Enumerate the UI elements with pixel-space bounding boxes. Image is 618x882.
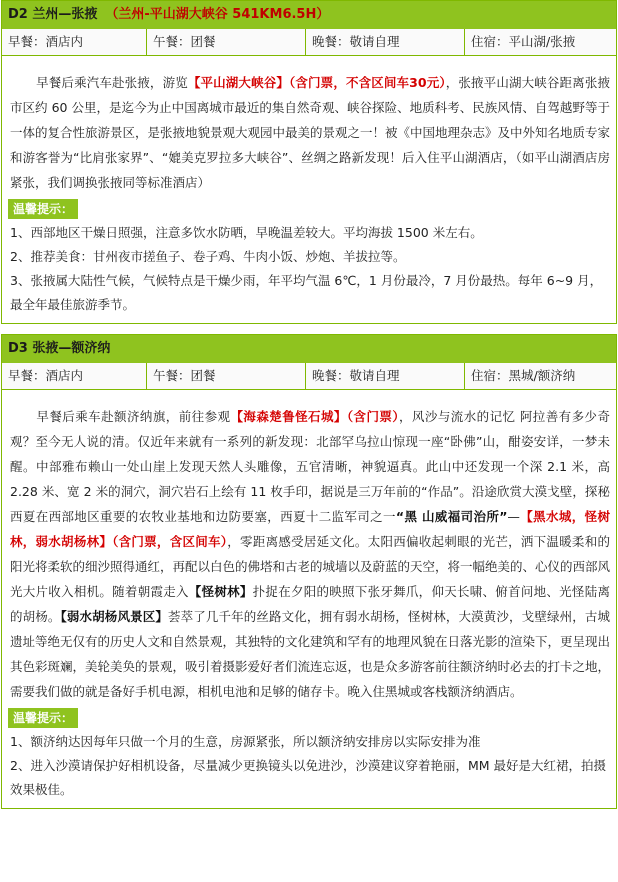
description-text: 早餐后乘车赴额济纳旗，前往参观 (36, 409, 231, 424)
day2-meals-row (2, 29, 616, 56)
day3-header (2, 335, 616, 363)
highlight-text: （含门票） (346, 409, 400, 424)
day2-tip-2: 2、推荐美食：甘州夜市搓鱼子、卷子鸡、牛肉小饭、炒炮、羊拔拉等。 (10, 249, 406, 264)
day2-tip-1: 1、西部地区干燥日照强，注意多饮水防晒，早晚温差较大。平均海拔 1500 米左右。 (10, 225, 483, 240)
day3-lunch: 午餐：团餐 (147, 363, 306, 389)
bold-text: 【弱水胡杨风景区】 (60, 609, 168, 624)
description-text: ，张掖平山湖大峡谷距离张掖市区约 60 公里，是迄今为止中国离城市最近的集自然奇观、峡谷探险、地质科考、民族风情、自驾越野等于一体的复合性旅游景区，是张掖地貌景观大观园中最美的景观之一！被《中国地理杂志》及中外知名地质专家和游客誉为“比肩张家界”、“媲美克罗拉多大峡谷”、丝绸之路新发现！后入住平山湖酒店，（如平山湖酒店房紧张，我们调换张掖同等标准酒店） (10, 75, 611, 190)
day2-section (1, 0, 617, 324)
day2-tips (2, 219, 616, 323)
highlight-text: （含门票，不含区间车30元） (289, 75, 446, 90)
day2-tip-3: 3、张掖属大陆性气候，气候特点是干燥少雨，年平均气温 6℃，1 月份最冷，7 月份最热。每年 6~9 月，最全年最佳旅游季节。 (10, 273, 603, 312)
day2-lunch: 午餐：团餐 (147, 29, 306, 55)
day3-title: D3 张掖—额济纳 (8, 341, 111, 356)
description-text: — (507, 509, 520, 524)
description-text: 扑捉在夕阳的映照下张牙舞爪，仰天长啸、俯首问地、光怪陆离的胡杨。 (10, 584, 610, 624)
day2-tips-label: 温馨提示： (8, 199, 78, 219)
day2-header (2, 1, 616, 29)
day3-breakfast: 早餐：酒店内 (2, 363, 147, 389)
description-text: 荟萃了几千年的丝路文化，拥有弱水胡杨，怪树林，大漠黄沙，戈壁绿州，古城遗址等绝无仅有的历史人文和自然景观，其独特的文化建筑和罕有的地理风貌在日落光影的渲染下，更呈现出其色彩斑斓，美轮美奂的景观，吸引着摄影爱好者们流连忘返，也是众多游客前往额济纳时必去的打卡之地，需要我们做的就是备好手机电源，相机电池和足够的储存卡。晚入住黑城或客栈额济纳酒店。 (10, 609, 611, 699)
day3-dinner: 晚餐：敬请自理 (306, 363, 465, 389)
bold-text: “黑 山威福司治所” (395, 509, 508, 524)
day2-hotel: 住宿：平山湖/张掖 (471, 34, 576, 49)
day2-dinner: 晚餐：敬请自理 (306, 29, 465, 55)
day2-title: D2 兰州—张掖 (8, 7, 98, 22)
day3-tips-label: 温馨提示： (8, 708, 78, 728)
day2-route: （兰州-平山湖大峡谷 541KM6.5H） (105, 7, 330, 22)
day3-section (1, 334, 617, 809)
highlight-text: 【黑水城，怪树林，弱水胡杨林】 (10, 509, 610, 549)
highlight-text: 【平山湖大峡谷】 (187, 75, 289, 90)
description-text: ，零距离感受居延文化。太阳西偏收起刺眼的光芒，洒下温暖柔和的阳光将柔软的细沙照得通红，再配以白色的佛塔和古老的城墙以及蔚蓝的天空，将一幅绝美的、心仪的西部风光大片收入相机。随着朝霞走入 (10, 534, 611, 599)
day3-tip-2: 2、进入沙漠请保护好相机设备，尽量减少更换镜头以免进沙，沙漠建议穿着艳丽，MM 最好是大红裙，拍摄效果极佳。 (10, 758, 606, 797)
day3-tips (2, 728, 616, 808)
day3-tip-1: 1、额济纳达因每年只做一个月的生意，房源紧张，所以额济纳安排房以实际安排为准 (10, 734, 481, 749)
day3-description (2, 390, 616, 708)
day2-description (2, 56, 616, 199)
day3-meals-row (2, 363, 616, 390)
bold-text: 【怪树林】 (188, 584, 253, 599)
description-text: ，风沙与流水的记忆 阿拉善有多少奇观？至今无人说的清。仅近年来就有一系列的新发现：北部罕乌拉山惊现一座“卧佛”山，酣姿安详，一梦未醒。中部雅布赖山一处山崖上发现天然人头雕像，五官清晰，神貌逼真。此山中还发现一个深 2.1 米，高 2.28 米、宽 2 米的洞穴，洞穴岩石上绘有 11 枚手印，据说是三万年前的“作品”。沿途欣赏大漠戈壁，探秘西夏在西部地区重要的农牧业基地和边防要塞，西夏十二监军司之一 (10, 409, 610, 524)
description-text: 早餐后乘汽车赴张掖，游览 (36, 75, 188, 90)
highlight-text: （含门票，含区间车） (112, 534, 228, 549)
day3-hotel: 住宿：黑城/额济纳 (471, 368, 576, 383)
day2-breakfast: 早餐：酒店内 (2, 29, 147, 55)
highlight-text: 【海森楚鲁怪石城】 (230, 409, 347, 424)
